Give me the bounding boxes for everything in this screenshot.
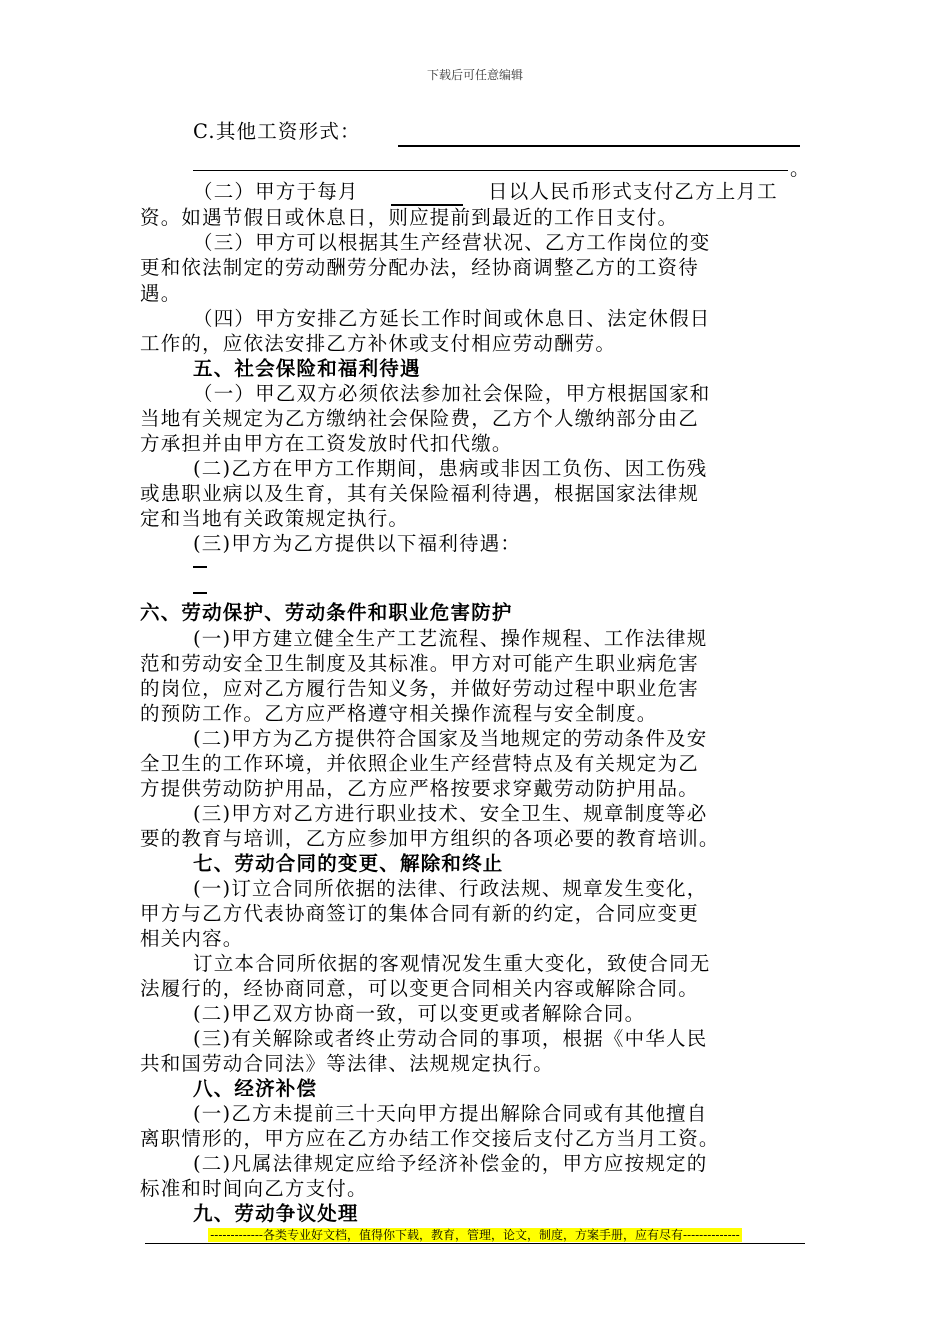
welfare-blank-2[interactable] (193, 592, 207, 594)
text-line-l10: 五、社会保险和福利待遇 (193, 357, 421, 380)
text-line-l11: （一）甲乙双方必须依法参加社会保险，甲方根据国家和 (193, 382, 711, 405)
text-line-l25: 方提供劳动防护用品，乙方应严格按要求穿戴劳动防护用品。 (140, 777, 699, 800)
text-line-l3b: 日以人民币形式支付乙方上月工 (488, 180, 778, 203)
text-line-l35: (三)有关解除或者终止劳动合同的事项，根据《中华人民 (193, 1027, 708, 1050)
text-line-l21: 的岗位，应对乙方履行告知义务，并做好劳动过程中职业危害 (140, 677, 699, 700)
other-wage-form-blank-1[interactable] (398, 145, 800, 147)
text-line-l2: 。 (790, 157, 811, 180)
text-line-l39: 离职情形的，甲方应在乙方办结工作交接后支付乙方当月工资。 (140, 1127, 720, 1150)
text-line-l28: 七、劳动合同的变更、解除和终止 (193, 852, 504, 875)
text-line-l34: (二)甲乙双方协商一致，可以变更或者解除合同。 (193, 1002, 646, 1025)
text-line-l5: （三）甲方可以根据其生产经营状况、乙方工作岗位的变 (193, 231, 711, 254)
text-line-l4: 资。如遇节假日或休息日，则应提前到最近的工作日支付。 (140, 206, 679, 229)
text-line-l6: 更和依法制定的劳动酬劳分配办法，经协商调整乙方的工资待 (140, 256, 699, 279)
text-line-l40: (二)凡属法律规定应给予经济补偿金的，甲方应按规定的 (193, 1152, 708, 1175)
text-line-l12: 当地有关规定为乙方缴纳社会保险费，乙方个人缴纳部分由乙 (140, 407, 699, 430)
text-line-l42: 九、劳动争议处理 (193, 1202, 359, 1225)
text-line-l27: 要的教育与培训，乙方应参加甲方组织的各项必要的教育培训。 (140, 827, 720, 850)
text-line-l24: 全卫生的工作环境，并依照企业生产经营特点及有关规定为乙 (140, 752, 699, 775)
text-line-l15: 或患职业病以及生育，其有关保险福利待遇，根据国家法律规 (140, 482, 699, 505)
welfare-blank-1[interactable] (193, 566, 207, 568)
text-line-l17: (三)甲方为乙方提供以下福利待遇： (193, 532, 522, 555)
text-line-l23: (二)甲方为乙方提供符合国家及当地规定的劳动条件及安 (193, 727, 708, 750)
text-line-l7: 遇。 (140, 282, 182, 305)
text-line-l29: (一)订立合同所依据的法律、行政法规、规章发生变化， (193, 877, 708, 900)
text-line-l20: 范和劳动安全卫生制度及其标准。甲方对可能产生职业病危害 (140, 652, 699, 675)
other-wage-form-blank-2[interactable] (193, 170, 788, 171)
text-line-l1: C.其他工资形式： (193, 120, 361, 143)
footer-banner (0, 1226, 950, 1243)
page-header-note: 下载后可任意编辑 (426, 68, 523, 82)
text-line-l38: (一)乙方未提前三十天向甲方提出解除合同或有其他擅自 (193, 1102, 708, 1125)
text-line-l30: 甲方与乙方代表协商签订的集体合同有新的约定，合同应变更 (140, 902, 699, 925)
text-line-l8: （四）甲方安排乙方延长工作时间或休息日、法定休假日 (193, 307, 711, 330)
footer-text: -------------各类专业好文档，值得你下载，教育，管理，论文，制度，方案手册，应有尽有-------------- (210, 1228, 740, 1242)
text-line-l13: 方承担并由甲方在工资发放时代扣代缴。 (140, 432, 513, 455)
text-line-l3a: （二）甲方于每月 (193, 180, 359, 203)
text-line-l22: 的预防工作。乙方应严格遵守相关操作流程与安全制度。 (140, 702, 658, 725)
text-line-l19: (一)甲方建立健全生产工艺流程、操作规程、工作法律规 (193, 627, 708, 650)
text-line-l16: 定和当地有关政策规定执行。 (140, 507, 410, 530)
text-line-l26: (三)甲方对乙方进行职业技术、安全卫生、规章制度等必 (193, 802, 708, 825)
text-line-l14: (二)乙方在甲方工作期间，患病或非因工负伤、因工伤残 (193, 457, 708, 480)
text-line-l37: 八、经济补偿 (193, 1077, 318, 1100)
text-line-l32: 订立本合同所依据的客观情况发生重大变化，致使合同无 (193, 952, 711, 975)
text-line-l9: 工作的，应依法安排乙方补休或支付相应劳动酬劳。 (140, 332, 617, 355)
text-line-l41: 标准和时间向乙方支付。 (140, 1177, 368, 1200)
footer-divider (145, 1243, 805, 1244)
text-line-l31: 相关内容。 (140, 927, 244, 950)
text-line-l33: 法履行的，经协商同意，可以变更合同相关内容或解除合同。 (140, 977, 699, 1000)
text-line-l18: 六、劳动保护、劳动条件和职业危害防护 (140, 601, 513, 624)
text-line-l36: 共和国劳动合同法》等法律、法规规定执行。 (140, 1052, 555, 1075)
